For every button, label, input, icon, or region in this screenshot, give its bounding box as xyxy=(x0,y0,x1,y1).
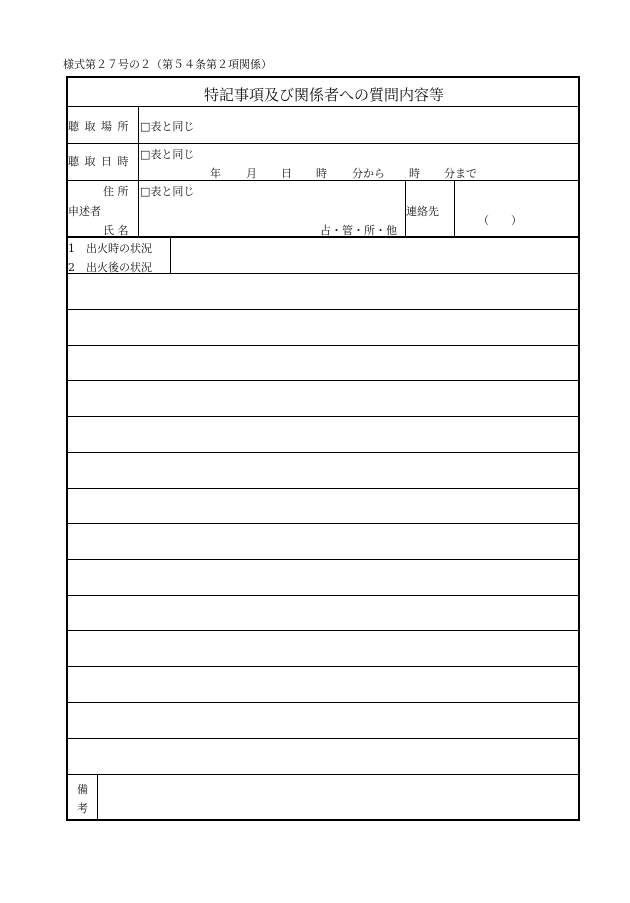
name-label: 氏 名 xyxy=(103,224,129,237)
until-label: 分まで xyxy=(444,167,477,180)
form-number: 様式第２７号の２（第５４条第２項関係） xyxy=(63,58,272,71)
writing-line xyxy=(67,416,580,417)
remarks-label-char1: 備 xyxy=(77,783,88,796)
contact-phone: （ ） xyxy=(478,214,522,227)
role-options: 占・管・所・他 xyxy=(320,224,397,237)
writing-line xyxy=(67,309,580,310)
situation-column-divider xyxy=(170,237,171,273)
row-divider xyxy=(67,180,580,181)
writing-line xyxy=(67,488,580,489)
writing-line xyxy=(67,452,580,453)
listening-datetime-label: 聴 取 日 時 xyxy=(68,155,130,168)
listening-place-checkbox[interactable]: □表と同じ xyxy=(140,120,195,133)
from-label: 分から xyxy=(352,167,385,180)
title-divider xyxy=(67,106,580,107)
writing-line xyxy=(67,595,580,596)
row-divider xyxy=(67,143,580,144)
writing-line xyxy=(67,273,580,274)
writing-line xyxy=(67,523,580,524)
contact-mid-divider xyxy=(454,181,455,237)
writing-line xyxy=(67,666,580,667)
address-label: 住 所 xyxy=(103,185,129,198)
listening-place-label: 聴 取 場 所 xyxy=(68,120,130,133)
form-title: 特記事項及び関係者への質問内容等 xyxy=(203,86,444,104)
remarks-column-divider xyxy=(97,775,98,820)
remarks-divider xyxy=(67,774,580,775)
writing-line xyxy=(67,702,580,703)
to-hour-label: 時 xyxy=(409,167,420,180)
declarant-label: 申述者 xyxy=(68,205,101,218)
writing-line xyxy=(67,559,580,560)
declarant-checkbox[interactable]: □表と同じ xyxy=(140,185,195,198)
contact-label: 連絡先 xyxy=(406,205,439,218)
writing-line xyxy=(67,345,580,346)
month-label: 月 xyxy=(246,167,257,180)
writing-line xyxy=(67,630,580,631)
hour-label: 時 xyxy=(316,167,327,180)
listening-datetime-checkbox[interactable]: □表と同じ xyxy=(140,148,195,161)
day-label: 日 xyxy=(281,167,292,180)
situation-after-fire: 2 出火後の状況 xyxy=(68,261,152,274)
year-label: 年 xyxy=(210,167,221,180)
writing-line xyxy=(67,738,580,739)
label-column-divider xyxy=(138,107,139,237)
remarks-label-char2: 考 xyxy=(77,802,88,815)
situation-on-fire: 1 出火時の状況 xyxy=(68,242,152,255)
writing-line xyxy=(67,380,580,381)
